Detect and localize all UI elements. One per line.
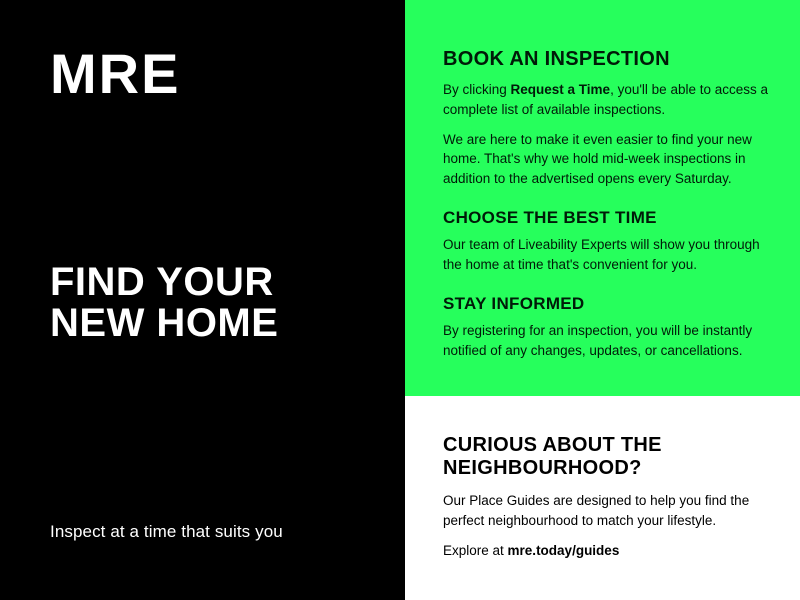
section-title-book-inspection: BOOK AN INSPECTION — [443, 48, 670, 70]
stay-informed-body: By registering for an inspection, you will be instantly notified of any changes, updates, or cancellations. — [443, 323, 753, 358]
neighbourhood-title-line-1: CURIOUS ABOUT THE — [443, 434, 662, 456]
neighbourhood-panel — [405, 396, 800, 600]
section-title-stay-informed: STAY INFORMED — [443, 294, 585, 314]
guides-link[interactable]: mre.today/guides — [507, 543, 620, 559]
neighbourhood-body: Our Place Guides are designed to help you find the perfect neighbourhood to match your lifestyle. — [443, 493, 750, 528]
request-a-time-emphasis: Request a Time — [510, 82, 611, 98]
headline-line-1: FIND YOUR — [50, 260, 274, 304]
choose-best-time-body: Our team of Liveability Experts will show you through the home at time that's convenient for you. — [443, 237, 760, 272]
section-title-neighbourhood — [443, 434, 768, 480]
explore-prefix: Explore at — [443, 543, 508, 559]
neighbourhood-title-line-2: NEIGHBOURHOOD? — [443, 457, 642, 479]
book-inspection-paragraph-2: We are here to make it even easier to find your new home. That's why we hold mid-week inspections in addition to the advertised opens every Saturday. — [443, 131, 752, 186]
explore-line — [443, 541, 768, 561]
paragraph-1-prefix: By clicking — [443, 82, 511, 98]
headline-line-2: NEW HOME — [50, 301, 279, 346]
paragraph-1-suffix: , you'll be able to access a complete list of available inspections. — [443, 82, 768, 117]
page-title — [50, 262, 278, 344]
tagline: Inspect at a time that suits you — [50, 522, 283, 541]
brand-logo: MRE — [50, 42, 181, 105]
inspection-info-panel — [405, 0, 800, 396]
book-inspection-paragraph-1 — [443, 80, 768, 119]
right-column — [405, 0, 800, 600]
section-title-choose-best-time: CHOOSE THE BEST TIME — [443, 208, 657, 228]
